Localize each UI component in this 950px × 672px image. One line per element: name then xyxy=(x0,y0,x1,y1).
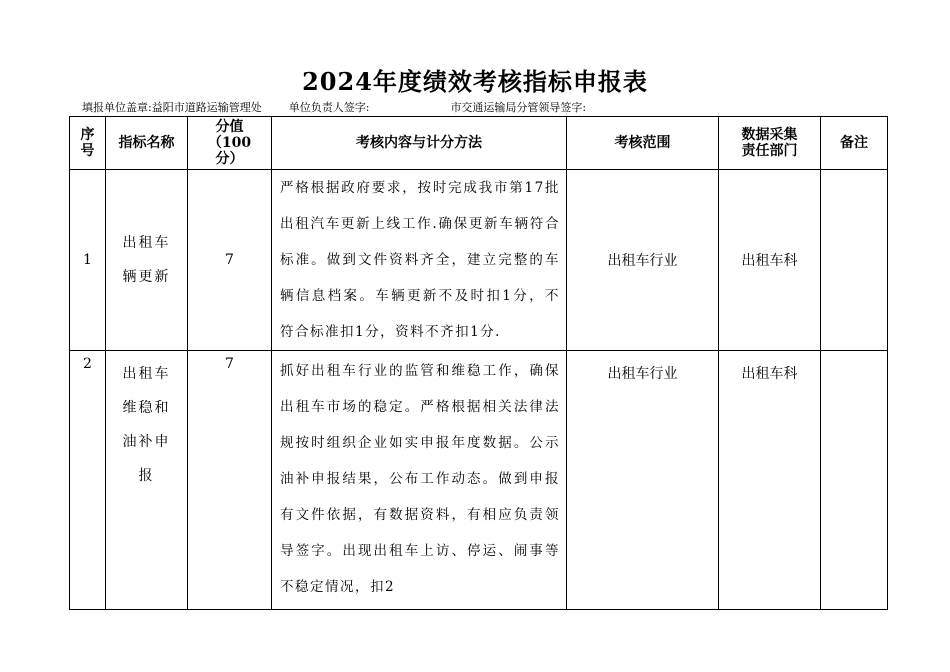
table-row xyxy=(70,170,888,351)
cell-seq: 2 xyxy=(70,351,106,610)
header-department: 数据采集责任部门 xyxy=(719,117,821,170)
cell-department: 出租车科 xyxy=(719,351,821,610)
cell-score: 7 xyxy=(188,170,272,351)
cell-indicator: 出租车辆更新 xyxy=(106,170,188,351)
header-scope: 考核范围 xyxy=(567,117,719,170)
cell-score: 7 xyxy=(188,351,272,610)
unit-head-sign-label: 单位负责人签字: xyxy=(288,101,370,114)
cell-indicator: 出租车维稳和油补申报 xyxy=(106,351,188,610)
header-method: 考核内容与计分方法 xyxy=(272,117,567,170)
table-header-row xyxy=(70,117,888,170)
indicator-table xyxy=(69,116,888,610)
cell-seq: 1 xyxy=(70,170,106,351)
cell-method: 抓好出租车行业的监管和维稳工作，确保出租车市场的稳定。严格根据相关法律法规按时组织企业如实申报年度数据。公示油补申报结果，公布工作动态。做到申报有文件依据，有数据资料，有相应负责领导签字。出现出租车上访、停运、闹事等不稳定情况，扣2 xyxy=(272,351,567,610)
header-seq: 序号 xyxy=(70,117,106,170)
header-score: 分值（100分） xyxy=(188,117,272,170)
cell-scope: 出租车行业 xyxy=(567,170,719,351)
cell-method: 严格根据政府要求，按时完成我市第17批出租汽车更新上线工作.确保更新车辆符合标准。做到文件资料齐全，建立完整的车辆信息档案。车辆更新不及时扣1分，不符合标准扣1分，资料不齐扣1分. xyxy=(272,170,567,351)
header-remarks: 备注 xyxy=(821,117,888,170)
cell-remarks xyxy=(821,170,888,351)
bureau-leader-sign-label: 市交通运输局分管领导签字: xyxy=(450,101,587,114)
page-title: 2024年度绩效考核指标申报表 xyxy=(302,67,648,96)
unit-seal-label: 填报单位盖章:益阳市道路运输管理处 xyxy=(82,101,262,114)
header-indicator: 指标名称 xyxy=(106,117,188,170)
form-meta-line xyxy=(82,99,586,115)
table-row xyxy=(70,351,888,610)
cell-remarks xyxy=(821,351,888,610)
cell-scope: 出租车行业 xyxy=(567,351,719,610)
cell-department: 出租车科 xyxy=(719,170,821,351)
